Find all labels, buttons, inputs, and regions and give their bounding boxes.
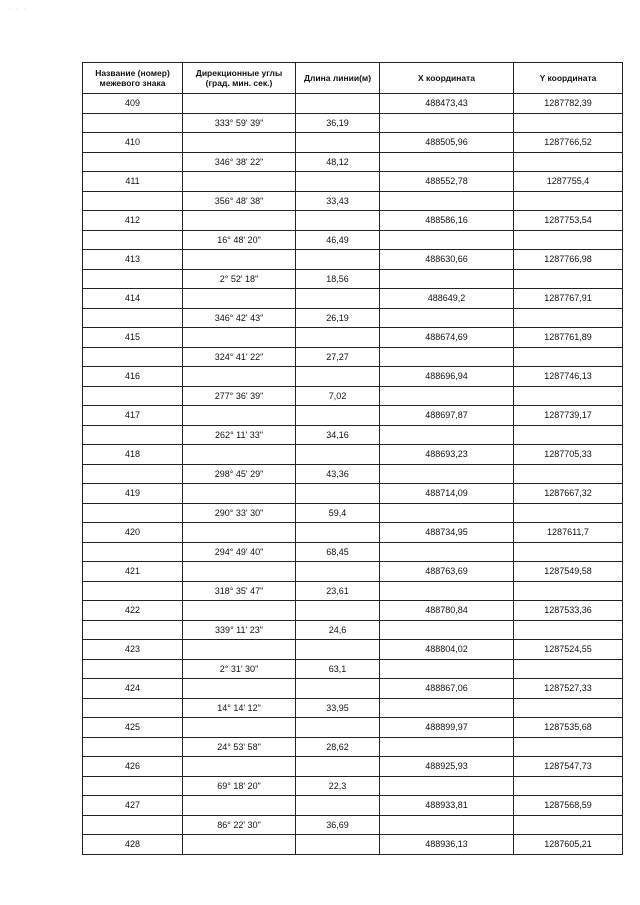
cell-line-length: 68,45 xyxy=(296,542,380,562)
cell-line-length: 33,43 xyxy=(296,191,380,211)
header-length: Длина линии(м) xyxy=(296,63,380,94)
cell-marker-name: 414 xyxy=(83,289,183,309)
table-row xyxy=(83,835,623,855)
cell-x-coordinate: 488867,06 xyxy=(380,679,514,699)
table-row xyxy=(83,718,623,738)
cell-line-length: 59,4 xyxy=(296,503,380,523)
cell-bearing-angle: 346° 38' 22" xyxy=(183,152,296,172)
cell-line-length: 23,61 xyxy=(296,581,380,601)
cell-x-coordinate xyxy=(380,464,514,484)
cell-marker-name: 411 xyxy=(83,172,183,192)
cell-line-length xyxy=(296,679,380,699)
cell-line-length: 43,36 xyxy=(296,464,380,484)
table-row xyxy=(83,601,623,621)
cell-y-coordinate xyxy=(514,269,623,289)
table-row xyxy=(83,133,623,153)
cell-marker-name: 409 xyxy=(83,94,183,114)
cell-line-length xyxy=(296,445,380,465)
cell-y-coordinate: 1287705,33 xyxy=(514,445,623,465)
cell-bearing-angle: 346° 42' 43" xyxy=(183,308,296,328)
cell-x-coordinate: 488696,94 xyxy=(380,367,514,387)
cell-marker-name xyxy=(83,776,183,796)
table-row xyxy=(83,698,623,718)
cell-x-coordinate xyxy=(380,737,514,757)
cell-y-coordinate xyxy=(514,776,623,796)
cell-marker-name: 416 xyxy=(83,367,183,387)
cell-marker-name xyxy=(83,425,183,445)
cell-y-coordinate: 1287533,36 xyxy=(514,601,623,621)
cell-line-length xyxy=(296,94,380,114)
cell-marker-name: 412 xyxy=(83,211,183,231)
cell-x-coordinate xyxy=(380,152,514,172)
cell-x-coordinate: 488586,16 xyxy=(380,211,514,231)
header-angles: Дирекционные углы (град. мин. сек.) xyxy=(183,63,296,94)
cell-line-length xyxy=(296,172,380,192)
cell-marker-name: 427 xyxy=(83,796,183,816)
cell-marker-name: 419 xyxy=(83,484,183,504)
table-row xyxy=(83,367,623,387)
cell-marker-name: 418 xyxy=(83,445,183,465)
cell-x-coordinate xyxy=(380,542,514,562)
cell-bearing-angle: 16° 48' 20" xyxy=(183,230,296,250)
table-row xyxy=(83,445,623,465)
cell-bearing-angle xyxy=(183,445,296,465)
cell-bearing-angle xyxy=(183,250,296,270)
cell-marker-name xyxy=(83,113,183,133)
table-row xyxy=(83,328,623,348)
cell-bearing-angle xyxy=(183,484,296,504)
cell-line-length xyxy=(296,328,380,348)
cell-y-coordinate xyxy=(514,620,623,640)
cell-bearing-angle: 2° 31' 30" xyxy=(183,659,296,679)
cell-line-length: 28,62 xyxy=(296,737,380,757)
table-row xyxy=(83,737,623,757)
cell-bearing-angle: 24° 53' 58" xyxy=(183,737,296,757)
cell-y-coordinate xyxy=(514,464,623,484)
cell-line-length: 33,95 xyxy=(296,698,380,718)
cell-x-coordinate: 488780,84 xyxy=(380,601,514,621)
table-row xyxy=(83,776,623,796)
cell-x-coordinate xyxy=(380,347,514,367)
cell-marker-name: 413 xyxy=(83,250,183,270)
cell-y-coordinate: 1287761,89 xyxy=(514,328,623,348)
cell-bearing-angle: 2° 52' 18" xyxy=(183,269,296,289)
cell-bearing-angle: 339° 11' 23" xyxy=(183,620,296,640)
cell-y-coordinate: 1287746,13 xyxy=(514,367,623,387)
cell-marker-name: 420 xyxy=(83,523,183,543)
cell-line-length: 22,3 xyxy=(296,776,380,796)
cell-bearing-angle: 318° 35' 47" xyxy=(183,581,296,601)
table-row xyxy=(83,815,623,835)
cell-x-coordinate: 488933,81 xyxy=(380,796,514,816)
cell-line-length xyxy=(296,718,380,738)
cell-line-length xyxy=(296,523,380,543)
cell-bearing-angle: 86° 22' 30" xyxy=(183,815,296,835)
cell-line-length xyxy=(296,484,380,504)
cell-marker-name xyxy=(83,815,183,835)
cell-line-length: 48,12 xyxy=(296,152,380,172)
cell-y-coordinate: 1287753,54 xyxy=(514,211,623,231)
cell-x-coordinate xyxy=(380,815,514,835)
cell-y-coordinate: 1287611,7 xyxy=(514,523,623,543)
cell-bearing-angle xyxy=(183,289,296,309)
cell-x-coordinate xyxy=(380,230,514,250)
cell-line-length: 34,16 xyxy=(296,425,380,445)
cell-bearing-angle xyxy=(183,679,296,699)
cell-x-coordinate xyxy=(380,503,514,523)
cell-bearing-angle xyxy=(183,796,296,816)
cell-y-coordinate: 1287549,58 xyxy=(514,562,623,582)
cell-marker-name: 415 xyxy=(83,328,183,348)
cell-y-coordinate xyxy=(514,503,623,523)
cell-marker-name xyxy=(83,386,183,406)
cell-y-coordinate: 1287568,59 xyxy=(514,796,623,816)
cell-bearing-angle xyxy=(183,640,296,660)
cell-line-length xyxy=(296,367,380,387)
cell-y-coordinate xyxy=(514,113,623,133)
cell-line-length: 18,56 xyxy=(296,269,380,289)
cell-line-length xyxy=(296,250,380,270)
cell-marker-name xyxy=(83,152,183,172)
scan-artifact: · · · · · xyxy=(480,858,521,864)
cell-y-coordinate xyxy=(514,152,623,172)
scan-artifact: · · · xyxy=(8,6,28,12)
cell-x-coordinate: 488804,02 xyxy=(380,640,514,660)
cell-marker-name xyxy=(83,581,183,601)
cell-y-coordinate: 1287755,4 xyxy=(514,172,623,192)
cell-line-length: 63,1 xyxy=(296,659,380,679)
table-row xyxy=(83,113,623,133)
cell-line-length xyxy=(296,796,380,816)
cell-x-coordinate: 488734,95 xyxy=(380,523,514,543)
cell-bearing-angle xyxy=(183,367,296,387)
cell-x-coordinate xyxy=(380,659,514,679)
cell-line-length xyxy=(296,133,380,153)
header-y: Y координата xyxy=(514,63,623,94)
table-row xyxy=(83,191,623,211)
cell-line-length: 26,19 xyxy=(296,308,380,328)
cell-line-length: 24,6 xyxy=(296,620,380,640)
cell-marker-name xyxy=(83,308,183,328)
table-row xyxy=(83,659,623,679)
cell-marker-name: 428 xyxy=(83,835,183,855)
table-row xyxy=(83,796,623,816)
cell-y-coordinate xyxy=(514,542,623,562)
cell-x-coordinate: 488649,2 xyxy=(380,289,514,309)
cell-y-coordinate xyxy=(514,581,623,601)
table-row xyxy=(83,308,623,328)
cell-y-coordinate xyxy=(514,386,623,406)
cell-marker-name xyxy=(83,542,183,562)
cell-bearing-angle xyxy=(183,523,296,543)
cell-bearing-angle: 262° 11' 33" xyxy=(183,425,296,445)
table-row xyxy=(83,503,623,523)
cell-y-coordinate xyxy=(514,191,623,211)
cell-x-coordinate: 488936,13 xyxy=(380,835,514,855)
table-row xyxy=(83,581,623,601)
table-row xyxy=(83,172,623,192)
table-row xyxy=(83,289,623,309)
cell-bearing-angle xyxy=(183,328,296,348)
cell-x-coordinate: 488925,93 xyxy=(380,757,514,777)
cell-marker-name xyxy=(83,464,183,484)
cell-x-coordinate xyxy=(380,386,514,406)
cell-bearing-angle: 277° 36' 39" xyxy=(183,386,296,406)
cell-bearing-angle: 14° 14' 12" xyxy=(183,698,296,718)
cell-x-coordinate xyxy=(380,308,514,328)
cell-bearing-angle xyxy=(183,718,296,738)
cell-marker-name xyxy=(83,659,183,679)
cell-line-length xyxy=(296,289,380,309)
cell-x-coordinate: 488630,66 xyxy=(380,250,514,270)
cell-x-coordinate xyxy=(380,425,514,445)
table-row xyxy=(83,464,623,484)
cell-marker-name: 417 xyxy=(83,406,183,426)
table-row xyxy=(83,757,623,777)
cell-bearing-angle: 298° 45' 29" xyxy=(183,464,296,484)
cell-y-coordinate: 1287766,98 xyxy=(514,250,623,270)
cell-x-coordinate: 488473,43 xyxy=(380,94,514,114)
cell-bearing-angle xyxy=(183,133,296,153)
cell-y-coordinate xyxy=(514,698,623,718)
cell-y-coordinate: 1287739,17 xyxy=(514,406,623,426)
cell-marker-name xyxy=(83,191,183,211)
cell-marker-name xyxy=(83,347,183,367)
cell-y-coordinate: 1287667,32 xyxy=(514,484,623,504)
cell-bearing-angle xyxy=(183,406,296,426)
table-row xyxy=(83,484,623,504)
cell-x-coordinate xyxy=(380,698,514,718)
cell-x-coordinate xyxy=(380,620,514,640)
table-row xyxy=(83,542,623,562)
cell-x-coordinate: 488763,69 xyxy=(380,562,514,582)
table-row xyxy=(83,211,623,231)
table-row xyxy=(83,347,623,367)
cell-y-coordinate: 1287527,33 xyxy=(514,679,623,699)
table-row xyxy=(83,406,623,426)
cell-x-coordinate: 488552,78 xyxy=(380,172,514,192)
table-row xyxy=(83,386,623,406)
cell-bearing-angle: 294° 49' 40" xyxy=(183,542,296,562)
table-row xyxy=(83,562,623,582)
cell-marker-name: 425 xyxy=(83,718,183,738)
cell-marker-name xyxy=(83,503,183,523)
cell-bearing-angle: 333° 59' 39" xyxy=(183,113,296,133)
cell-bearing-angle: 69° 18' 20" xyxy=(183,776,296,796)
cell-y-coordinate: 1287605,21 xyxy=(514,835,623,855)
cell-line-length: 27,27 xyxy=(296,347,380,367)
table-row xyxy=(83,679,623,699)
cell-x-coordinate xyxy=(380,113,514,133)
table-row xyxy=(83,640,623,660)
table-row xyxy=(83,94,623,114)
table-row xyxy=(83,523,623,543)
cell-y-coordinate: 1287767,91 xyxy=(514,289,623,309)
cell-line-length xyxy=(296,757,380,777)
cell-bearing-angle: 324° 41' 22" xyxy=(183,347,296,367)
cell-x-coordinate: 488697,87 xyxy=(380,406,514,426)
table-row xyxy=(83,250,623,270)
cell-marker-name: 410 xyxy=(83,133,183,153)
cell-bearing-angle xyxy=(183,172,296,192)
cell-y-coordinate: 1287766,52 xyxy=(514,133,623,153)
table-row xyxy=(83,620,623,640)
cell-bearing-angle xyxy=(183,757,296,777)
cell-y-coordinate xyxy=(514,425,623,445)
cell-y-coordinate xyxy=(514,737,623,757)
cell-marker-name: 422 xyxy=(83,601,183,621)
cell-line-length: 7,02 xyxy=(296,386,380,406)
table-row xyxy=(83,269,623,289)
cell-marker-name xyxy=(83,737,183,757)
cell-bearing-angle xyxy=(183,835,296,855)
table-header-row xyxy=(83,63,623,94)
cell-y-coordinate: 1287782,39 xyxy=(514,94,623,114)
table-row xyxy=(83,230,623,250)
cell-y-coordinate xyxy=(514,308,623,328)
cell-marker-name: 424 xyxy=(83,679,183,699)
header-name: Название (номер) межевого знака xyxy=(83,63,183,94)
cell-y-coordinate: 1287524,55 xyxy=(514,640,623,660)
cell-line-length xyxy=(296,562,380,582)
cell-bearing-angle xyxy=(183,562,296,582)
cell-x-coordinate: 488693,23 xyxy=(380,445,514,465)
cell-line-length xyxy=(296,211,380,231)
cell-line-length xyxy=(296,640,380,660)
cell-line-length xyxy=(296,601,380,621)
boundary-coordinates-table xyxy=(82,62,623,855)
cell-marker-name xyxy=(83,620,183,640)
table-row xyxy=(83,152,623,172)
cell-marker-name: 421 xyxy=(83,562,183,582)
cell-y-coordinate: 1287535,68 xyxy=(514,718,623,738)
cell-y-coordinate xyxy=(514,230,623,250)
cell-y-coordinate: 1287547,73 xyxy=(514,757,623,777)
cell-line-length: 36,19 xyxy=(296,113,380,133)
cell-marker-name xyxy=(83,698,183,718)
cell-y-coordinate xyxy=(514,659,623,679)
cell-line-length xyxy=(296,406,380,426)
cell-x-coordinate: 488714,09 xyxy=(380,484,514,504)
cell-x-coordinate xyxy=(380,269,514,289)
cell-line-length: 36,69 xyxy=(296,815,380,835)
cell-bearing-angle: 356° 48' 38" xyxy=(183,191,296,211)
cell-y-coordinate xyxy=(514,347,623,367)
cell-x-coordinate xyxy=(380,581,514,601)
header-x: X координата xyxy=(380,63,514,94)
cell-x-coordinate xyxy=(380,191,514,211)
cell-marker-name: 423 xyxy=(83,640,183,660)
cell-x-coordinate: 488899,97 xyxy=(380,718,514,738)
cell-marker-name: 426 xyxy=(83,757,183,777)
cell-marker-name xyxy=(83,230,183,250)
cell-bearing-angle xyxy=(183,211,296,231)
cell-bearing-angle xyxy=(183,94,296,114)
cell-line-length: 46,49 xyxy=(296,230,380,250)
cell-x-coordinate: 488505,96 xyxy=(380,133,514,153)
cell-bearing-angle xyxy=(183,601,296,621)
cell-marker-name xyxy=(83,269,183,289)
cell-x-coordinate: 488674,69 xyxy=(380,328,514,348)
cell-line-length xyxy=(296,835,380,855)
cell-y-coordinate xyxy=(514,815,623,835)
table-row xyxy=(83,425,623,445)
cell-bearing-angle: 290° 33' 30" xyxy=(183,503,296,523)
cell-x-coordinate xyxy=(380,776,514,796)
